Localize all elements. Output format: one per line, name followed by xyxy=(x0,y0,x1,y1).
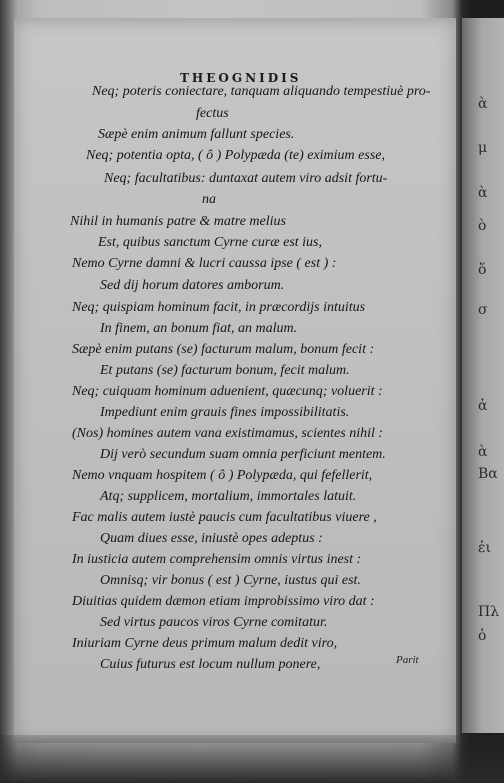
text-line: Sed dij horum datores amborum. xyxy=(100,278,285,293)
text-line: (Nos) homines autem vana existimamus, scientes nihil : xyxy=(72,426,384,441)
text-line: Sed virtus paucos viros Cyrne comitatur. xyxy=(100,615,328,630)
running-header: THEOGNIDIS xyxy=(180,71,302,85)
margin-glyph: ὀ xyxy=(478,628,487,644)
margin-glyph: μ xyxy=(478,140,488,156)
text-line: Neq; poteris coniectare, tanquam aliquando tempestiuè pro- xyxy=(92,84,431,99)
text-line: Neq; potentia opta, ( ô ) Polypæda (te) eximium esse, xyxy=(86,148,385,163)
text-line: Impediunt enim grauis fines impossibilitatis. xyxy=(100,405,350,420)
facing-page-edge xyxy=(462,18,504,733)
margin-glyph: Πλ xyxy=(478,604,500,620)
text-line: In finem, an bonum fiat, an malum. xyxy=(100,321,298,336)
text-line: Diuitias quidem dæmon etiam improbissimo viro dat : xyxy=(72,594,375,609)
catchword: Parit xyxy=(396,654,419,666)
margin-glyph: ὰ xyxy=(478,444,488,460)
bottom-shadow xyxy=(0,735,504,783)
text-line: Est, quibus sanctum Cyrne curæ est ius, xyxy=(98,235,322,250)
text-line: Quam diues esse, iniustè opes adeptus : xyxy=(100,531,323,546)
text-line: Sæpè enim putans (se) facturum malum, bonum fecit : xyxy=(72,342,375,357)
margin-glyph: ὅ xyxy=(478,262,487,278)
text-line: Et putans (se) facturum bonum, fecit malum. xyxy=(100,363,350,378)
text-line: Neq; facultatibus: duntaxat autem viro adsit fortu- xyxy=(104,171,388,186)
text-line: Nihil in humanis patre & matre melius xyxy=(70,214,286,229)
text-line: Neq; cuiquam hominum aduenient, quæcunq; voluerit : xyxy=(72,384,383,399)
text-line: Atq; supplicem, mortalium, immortales latuit. xyxy=(100,489,357,504)
text-line: Nemo vnquam hospitem ( ô ) Polypæda, qui fefellerit, xyxy=(72,468,373,483)
text-line: Cuius futurus est locum nullum ponere, xyxy=(100,657,321,672)
text-line: Fac malis autem iustè paucis cum facultatibus viuere , xyxy=(72,510,377,525)
text-line: na xyxy=(202,192,216,207)
margin-glyph: ὰ xyxy=(478,96,488,112)
margin-glyph: σ xyxy=(478,302,488,318)
margin-glyph: Βα xyxy=(478,466,498,482)
text-line: Sæpè enim animum fallunt species. xyxy=(98,127,295,142)
text-line: Omnisq; vir bonus ( est ) Cyrne, iustus qui est. xyxy=(100,573,361,588)
margin-glyph: ἐι xyxy=(478,540,492,556)
text-line: fectus xyxy=(196,106,229,121)
text-line: Iniuriam Cyrne deus primum malum dedit viro, xyxy=(72,636,338,651)
margin-glyph: ὸ xyxy=(478,218,487,234)
margin-glyph: ἀ xyxy=(478,398,488,414)
margin-glyph: ὰ xyxy=(478,185,488,201)
text-line: Dij verò secundum suam omnia perficiunt mentem. xyxy=(100,447,386,462)
text-line: In iusticia autem comprehensim omnis virtus inest : xyxy=(72,552,362,567)
text-line: Neq; quispiam hominum facit, in præcordijs intuitus xyxy=(72,300,366,315)
text-line: Nemo Cyrne damni & lucri caussa ipse ( est ) : xyxy=(72,256,337,271)
